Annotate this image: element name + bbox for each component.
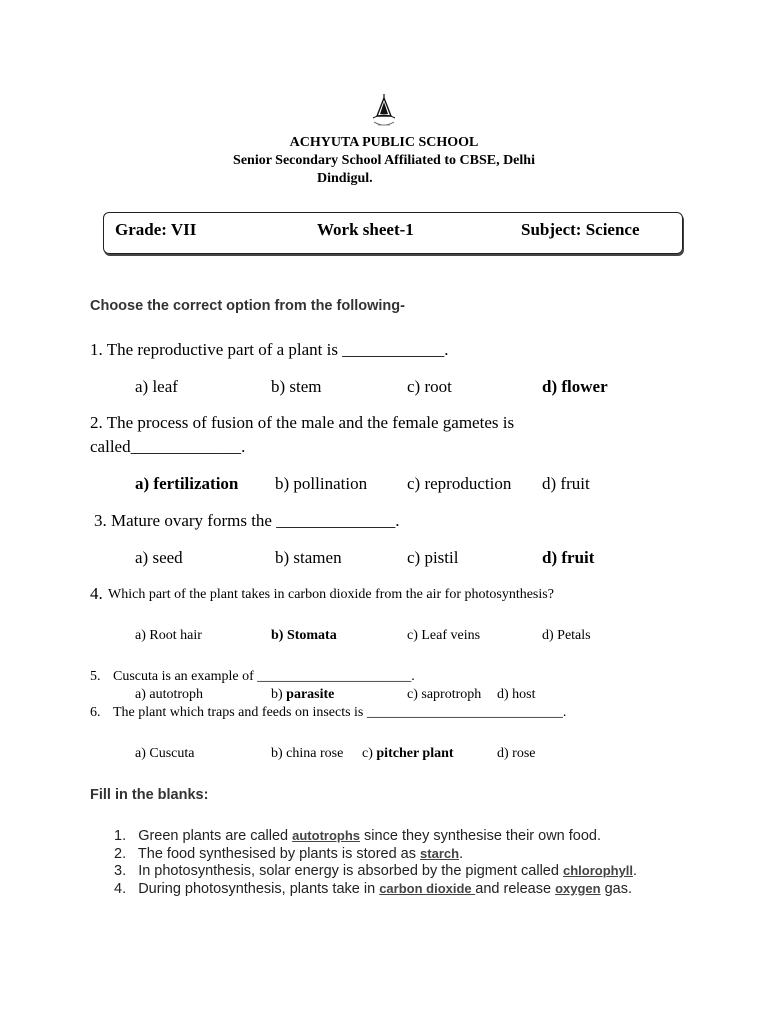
fill-item-number: 1.: [114, 828, 127, 844]
fill-item-text: gas.: [600, 881, 633, 897]
q2-option-a: a) fertilization: [135, 474, 239, 493]
fill-item-4: [114, 881, 632, 897]
question-6: The plant which traps and feeds on insects is ____________________________.: [113, 705, 567, 720]
fill-item-text: since they synthesise their own food.: [360, 828, 602, 844]
q1-option-a: a) leaf: [135, 377, 178, 396]
section-heading-fill: Fill in the blanks:: [90, 787, 209, 803]
subject-label: Subject: Science: [521, 220, 640, 239]
q1-option-c: c) root: [407, 377, 452, 396]
question-5-number: 5.: [90, 669, 101, 684]
question-2-line1: 2. The process of fusion of the male and the female gametes is: [90, 413, 515, 432]
q1-option-b: b) stem: [271, 377, 322, 396]
worksheet-label: Work sheet-1: [317, 220, 414, 239]
fill-item-text: .: [459, 846, 464, 862]
question-2-line2: called_____________.: [90, 437, 246, 456]
fill-item-text: and release: [475, 881, 556, 897]
school-city: Dindigul.: [317, 171, 373, 186]
fill-item-1: [114, 828, 601, 844]
q6-option-c-prefix: c): [362, 746, 373, 761]
fill-answer: chlorophyll: [562, 863, 634, 878]
q5-option-a: a) autotroph: [135, 687, 204, 702]
q3-option-d: d) fruit: [542, 548, 595, 567]
question-4-number: 4.: [90, 584, 103, 603]
q1-option-d: d) flower: [542, 377, 608, 396]
q4-option-d: d) Petals: [542, 628, 591, 643]
school-logo: [368, 92, 400, 132]
question-4: Which part of the plant takes in carbon dioxide from the air for photosynthesis?: [108, 587, 554, 602]
question-3: 3. Mature ovary forms the ______________.: [94, 511, 400, 530]
q5-option-b: [271, 687, 334, 703]
fill-item-text: The food synthesised by plants is stored as: [137, 846, 421, 862]
q2-option-b: b) pollination: [275, 474, 368, 493]
question-1: 1. The reproductive part of a plant is ____________.: [90, 340, 449, 359]
q5-option-c: c) saprotroph: [407, 687, 482, 702]
q5-option-b-answer: parasite: [286, 687, 335, 702]
fill-item-text: Green plants are called: [138, 828, 293, 844]
question-6-number: 6.: [90, 705, 101, 720]
fill-item-number: 3.: [114, 863, 127, 879]
q3-option-b: b) stamen: [275, 548, 342, 567]
q6-option-b: b) china rose: [271, 746, 344, 761]
q6-option-d: d) rose: [497, 746, 536, 761]
q6-option-c-answer: pitcher plant: [376, 746, 454, 761]
q5-option-d: d) host: [497, 687, 536, 702]
school-name: ACHYUTA PUBLIC SCHOOL: [289, 135, 479, 150]
fill-answer: autotrophs: [292, 828, 361, 843]
fill-answer: starch: [420, 846, 460, 861]
fill-item-2: [114, 846, 463, 862]
school-affiliation: Senior Secondary School Affiliated to CBSE, Delhi: [233, 153, 535, 168]
fill-item-text: During photosynthesis, plants take in: [138, 881, 380, 897]
fill-answer-2: oxygen: [555, 881, 601, 896]
q2-option-c: c) reproduction: [407, 474, 512, 493]
fill-item-number: 4.: [114, 881, 127, 897]
q4-option-c: c) Leaf veins: [407, 628, 481, 643]
grade-label: Grade: VII: [115, 220, 197, 239]
section-heading-choose: Choose the correct option from the following-: [90, 298, 405, 314]
q4-option-b: b) Stomata: [271, 628, 337, 643]
q5-option-b-prefix: b): [271, 687, 283, 702]
question-5: Cuscuta is an example of ______________________.: [113, 669, 415, 684]
q3-option-c: c) pistil: [407, 548, 459, 567]
fill-item-number: 2.: [114, 846, 127, 862]
q6-option-a: a) Cuscuta: [135, 746, 195, 761]
q6-option-c: [362, 746, 454, 762]
q3-option-a: a) seed: [135, 548, 183, 567]
q2-option-d: d) fruit: [542, 474, 590, 493]
fill-item-text: .: [633, 863, 638, 879]
q4-option-a: a) Root hair: [135, 628, 202, 643]
fill-answer: carbon dioxide: [379, 881, 476, 896]
fill-item-3: [114, 863, 637, 879]
fill-item-text: In photosynthesis, solar energy is absorbed by the pigment called: [138, 863, 563, 879]
